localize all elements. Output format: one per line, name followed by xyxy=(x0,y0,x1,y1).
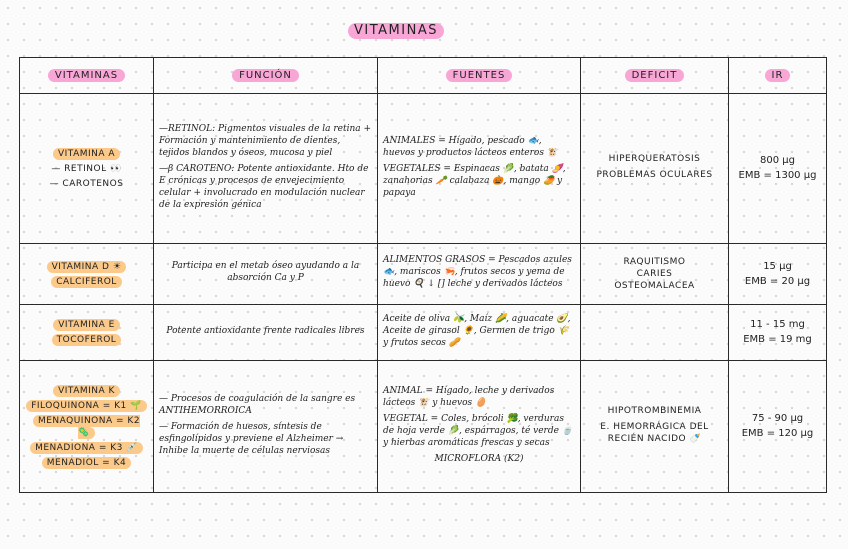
header-ir: IR xyxy=(729,58,827,94)
table-row xyxy=(20,244,827,305)
deficit-cell: RAQUITISMO CARIES OSTEOMALACEA xyxy=(581,244,729,305)
header-deficit: DEFICIT xyxy=(581,58,729,94)
ir-cell: 11 - 15 mg EMB = 19 mg xyxy=(729,305,827,361)
vitamin-cell: VITAMINA D ☀ CALCIFEROL xyxy=(20,244,154,305)
vitamins-table xyxy=(19,57,827,493)
vitamin-cell: VITAMINA A — RETINOL 👀 — CAROTENOS xyxy=(20,94,154,244)
ir-cell: 800 µg EMB = 1300 µg xyxy=(729,94,827,244)
function-cell: —RETINOL: Pigmentos visuales de la retina + Formación y mantenimiento de dientes, tejidos blandos y óseos, mucosa y piel —β CAROTENO: Potente antioxidante. Hto de E crónicas y procesos de envejecimiento celular + involucrado en modulación nuclear de la expresión génica xyxy=(154,94,378,244)
sources-cell: ALIMENTOS GRASOS = Pescados azules 🐟, mariscos 🦐, frutos secos y yema de huevo 🍳 ↓ [] leche y derivados lácteos xyxy=(378,244,581,305)
function-cell: Participa en el metab óseo ayudando a la absorción Ca y P xyxy=(154,244,378,305)
header-fuentes: FUENTES xyxy=(378,58,581,94)
header-funcion: FUNCIÓN xyxy=(154,58,378,94)
deficit-cell: HIPOTROMBINEMIA E. HEMORRÁGICA DEL RECIÉN NACIDO 🍼 xyxy=(581,361,729,493)
vitamin-cell: VITAMINA K FILOQUINONA = K1 🌱 MENAQUINONA = K2 🦠 MENADIONA = K3 💉 MENADIOL = K4 xyxy=(20,361,154,493)
deficit-cell: HIPERQUERATOSIS PROBLEMAS OCULARES xyxy=(581,94,729,244)
sources-cell: ANIMAL = Hígado, leche y derivados lácteos 🐮 y huevos 🥚 VEGETAL = Coles, brócoli 🥦, verduras de hoja verde 🥬, espárragos, té verde 🍵 y hierbas aromáticas frescas y secas MICROFLORA (K2) xyxy=(378,361,581,493)
table-row xyxy=(20,94,827,244)
function-cell: — Procesos de coagulación de la sangre es ANTIHEMORROICA — Formación de huesos, síntesis de esfingolípidos y previene el Alzheimer → Inhibe la muerte de células nerviosas xyxy=(154,361,378,493)
function-cell: Potente antioxidante frente radicales libres xyxy=(154,305,378,361)
page-title: VITAMINAS xyxy=(348,23,444,39)
ir-cell: 75 - 90 µg EMB = 120 µg xyxy=(729,361,827,493)
table-row xyxy=(20,361,827,493)
header-vitaminas: VITAMINAS xyxy=(20,58,154,94)
table-row xyxy=(20,305,827,361)
vitamin-cell: VITAMINA E TOCOFEROL xyxy=(20,305,154,361)
sources-cell: ANIMALES = Hígado, pescado 🐟, huevos y productos lácteos enteros 🐮 VEGETALES = Espinacas 🥬, batata 🍠, zanahorias 🥕 calabaza 🎃, mango 🥭 y papaya xyxy=(378,94,581,244)
deficit-cell xyxy=(581,305,729,361)
sources-cell: Aceite de oliva 🫒, Maíz 🌽, aguacate 🥑, Aceite de girasol 🌻, Germen de trigo 🌾 y frutos secos 🥜 xyxy=(378,305,581,361)
ir-cell: 15 µg EMB = 20 µg xyxy=(729,244,827,305)
